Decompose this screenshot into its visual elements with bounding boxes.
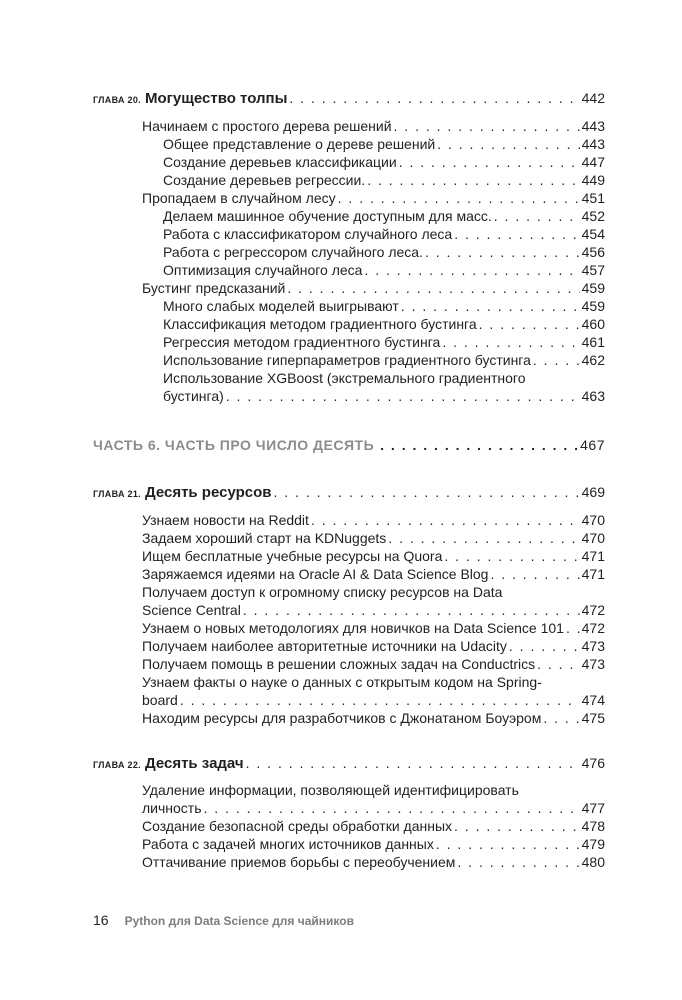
- part-6-heading: [93, 436, 605, 454]
- toc-entry: Пропадаем в случайном лесу . . . 451: [142, 189, 605, 207]
- toc-entry: Находим ресурсы для разработчиков с Джонатаном Боуэром . . . 475: [142, 709, 605, 727]
- toc-entry: Получаем помощь в решении сложных задач на Conductrics . . . 473: [142, 655, 605, 673]
- running-title: Python для Data Science для чайников: [124, 914, 354, 928]
- toc-entry: Заряжаемся идеями на Oracle AI & Data Science Blog . . . 471: [142, 565, 605, 583]
- chapter-page: 476: [581, 755, 605, 771]
- toc-entry: Узнаем новости на Reddit . . . 470: [142, 511, 605, 529]
- chapter-20-heading: [93, 89, 605, 109]
- chapter-label: ГЛАВА 21.: [93, 489, 141, 499]
- toc-entry: board . . . 474: [142, 691, 605, 709]
- chapter-title: Десять задач: [144, 755, 244, 772]
- toc-entry: Использование гиперпараметров градиентного бустинга . . . 462: [163, 351, 605, 369]
- toc-entry: Бустинг предсказаний . . . 459: [142, 279, 605, 297]
- toc-page: [93, 0, 605, 1000]
- toc-entry: Получаем наиболее авторитетные источники на Udacity . . . 473: [142, 637, 605, 655]
- toc-entry: Создание деревьев классификации . . . 447: [163, 153, 605, 171]
- chapter-label: ГЛАВА 22.: [93, 760, 141, 770]
- chapter-21-heading: [93, 483, 605, 503]
- toc-entry: Ищем бесплатные учебные ресурсы на Quora . . . 471: [142, 547, 605, 565]
- chapter-title: Десять ресурсов: [144, 484, 272, 501]
- toc-entry-line1: Удаление информации, позволяющей идентифицировать: [142, 782, 519, 798]
- toc-entry: Работа с классификатором случайного леса . . . 454: [163, 225, 605, 243]
- toc-entry: Много слабых моделей выигрывают . . . 459: [163, 297, 605, 315]
- page-footer: [93, 912, 354, 928]
- toc-entry: Делаем машинное обучение доступным для масс. . . . 452: [163, 207, 605, 225]
- toc-entry: личность . . . 477: [142, 799, 605, 817]
- chapter-title: Могущество толпы: [144, 90, 288, 107]
- toc-entry-line1: Получаем доступ к огромному списку ресурсов на Data: [142, 584, 503, 600]
- toc-entry: Science Central . . . 472: [142, 601, 605, 619]
- toc-entry: Классификация методом градиентного бустинга . . . 460: [163, 315, 605, 333]
- chapter-page: 442: [581, 90, 605, 106]
- part-page: 467: [580, 437, 605, 453]
- toc-entry: Узнаем о новых методологиях для новичков на Data Science 101 . . . 472: [142, 619, 605, 637]
- chapter-label: ГЛАВА 20.: [93, 95, 141, 105]
- toc-entry: Задаем хороший старт на KDNuggets . . . 470: [142, 529, 605, 547]
- toc-entry-line1: Использование XGBoost (экстремального градиентного: [163, 370, 526, 386]
- chapter-page: 469: [581, 484, 605, 500]
- part-title: ЧАСТЬ 6. ЧАСТЬ ПРО ЧИСЛО ДЕСЯТЬ: [93, 437, 375, 453]
- toc-entry: бустинга) . . . 463: [163, 387, 605, 405]
- toc-entry: Работа с регрессором случайного леса. . . . 456: [163, 243, 605, 261]
- toc-entry: Оттачивание приемов борьбы с переобучением . . . 480: [142, 853, 605, 871]
- toc-entry: Создание деревьев регрессии. . . . 449: [163, 171, 605, 189]
- chapter-22-heading: [93, 754, 605, 774]
- toc-entry-line1: Узнаем факты о науке о данных с открытым кодом на Spring-: [142, 674, 542, 690]
- toc-entry: Оптимизация случайного леса . . . 457: [163, 261, 605, 279]
- toc-entry: Регрессия методом градиентного бустинга . . . 461: [163, 333, 605, 351]
- page-number: 16: [93, 912, 109, 928]
- toc-entry: Общее представление о дереве решений . . . 443: [163, 135, 605, 153]
- toc-entry: Начинаем с простого дерева решений . . . 443: [142, 117, 605, 135]
- toc-entry: Создание безопасной среды обработки данных . . . 478: [142, 817, 605, 835]
- toc-entry: Работа с задачей многих источников данных . . . 479: [142, 835, 605, 853]
